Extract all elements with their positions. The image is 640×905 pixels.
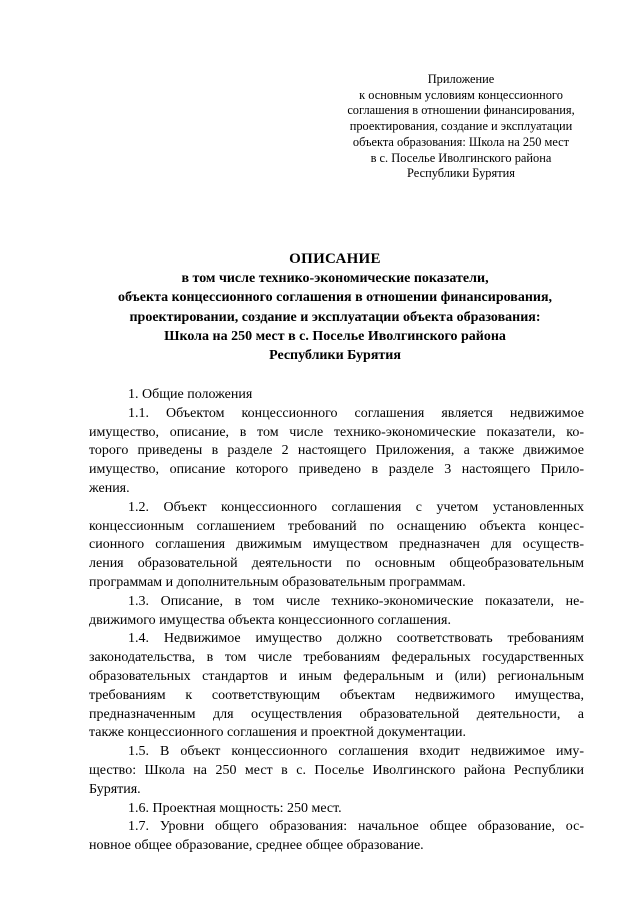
body-line: жения.: [89, 480, 130, 496]
appendix-note-line: Приложение: [427, 72, 495, 86]
body-line: 1.3. Описание, в том числе технико-экономические показатели, не-: [128, 593, 584, 609]
appendix-note-line: Республики Бурятия: [407, 166, 515, 181]
title-line: объекта концессионного соглашения в отношении финансирования,: [117, 290, 553, 306]
body-line: концессионным соглашением требований по оснащению объекта концес-: [89, 518, 584, 534]
body-line: также концессионного соглашения и проектной документации.: [89, 725, 466, 741]
body-line: 1. Общие положения: [128, 387, 253, 402]
body-line: законодательства, в том числе требованиям федеральных государственных: [89, 650, 584, 666]
body-line: сионного соглашения движимым имуществом предназначен для осуществ-: [89, 537, 584, 553]
document-body: [89, 386, 584, 856]
title-line: Школа на 250 мест в с. Поселье Иволгинского района: [164, 328, 506, 344]
body-line: Бурятия.: [89, 781, 141, 797]
document-title: [60, 250, 610, 365]
title-main: ОПИСАНИЕ: [289, 251, 381, 267]
body-line: щество: Школа на 250 мест в с. Поселье Иволгинского района Республики: [89, 762, 584, 778]
appendix-note-line: в с. Поселье Иволгинского района: [370, 150, 552, 165]
body-line: образовательных стандартов и иным федеральным и (или) региональным: [89, 668, 584, 684]
body-line: 1.1. Объектом концессионного соглашения является недвижимое: [128, 405, 584, 421]
body-line: 1.4. Недвижимое имущество должно соответствовать требованиям: [128, 631, 584, 647]
body-line: 1.5. В объект концессионного соглашения входит недвижимое иму-: [128, 744, 584, 760]
appendix-note: [330, 72, 592, 182]
body-line: имущество, описание, в том числе технико-экономические показатели, ко-: [89, 424, 584, 440]
body-line: ления образовательной деятельности по основным общеобразовательным: [89, 556, 584, 572]
body-line: движимого имущества объекта концессионного соглашения.: [89, 612, 451, 628]
appendix-note-line: соглашения в отношении финансирования,: [347, 103, 575, 118]
body-line: предназначенным для осуществления образовательной деятельности, а: [89, 706, 584, 722]
body-line: новное общее образование, среднее общее образование.: [89, 838, 424, 854]
appendix-note-line: к основным условиям концессионного: [359, 87, 563, 102]
body-line: программам и дополнительным образовательным программам.: [89, 574, 466, 590]
appendix-note-line: проектирования, создание и эксплуатации: [349, 119, 573, 134]
body-line: 1.6. Проектная мощность: 250 мест.: [128, 800, 342, 816]
body-line: 1.2. Объект концессионного соглашения с учетом установленных: [128, 499, 584, 515]
body-line: требованиям к соответствующим объектам недвижимого имущества,: [89, 687, 584, 703]
title-line: в том числе технико-экономические показатели,: [181, 271, 489, 287]
title-line: проектировании, создание и эксплуатации объекта образования:: [129, 309, 541, 325]
body-line: торого приведены в разделе 2 настоящего Приложения, а также движимое: [89, 443, 584, 459]
title-line: Республики Бурятия: [269, 348, 401, 364]
body-line: 1.7. Уровни общего образования: начальное общее образование, ос-: [128, 819, 584, 835]
body-line: имущество, описание которого приведено в разделе 3 настоящего Прило-: [89, 462, 584, 478]
appendix-note-line: объекта образования: Школа на 250 мест: [352, 134, 570, 149]
